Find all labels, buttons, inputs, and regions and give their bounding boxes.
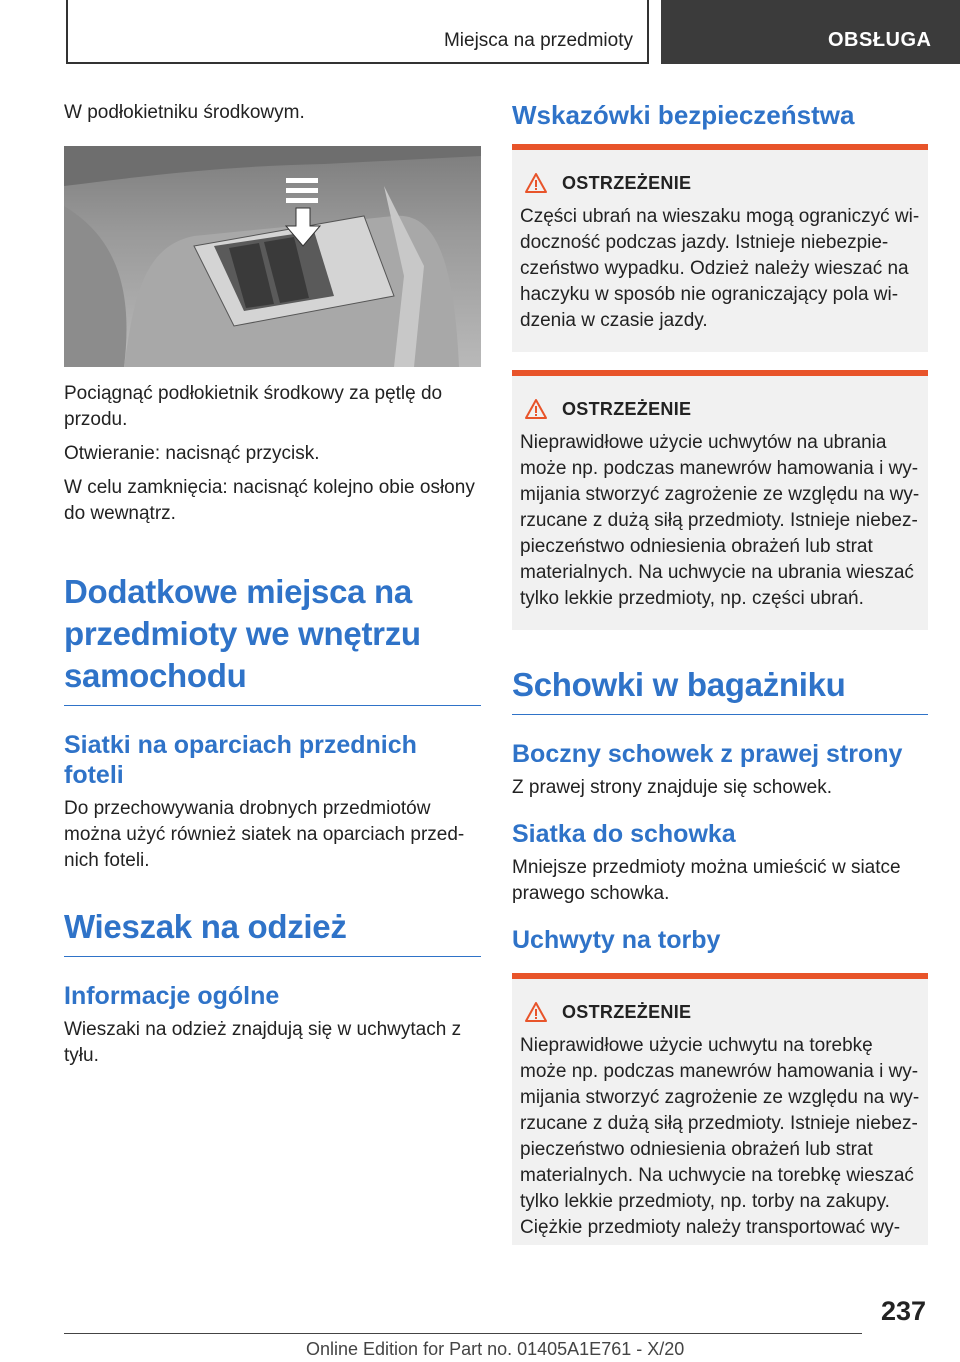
seat-nets-text: Do przechowywania drobnych przedmiotów można użyć również siatek na oparciach przednich foteli. (64, 798, 465, 871)
warning-text: Nieprawidłowe użycie uchwytów na ubrania może np. podczas manewrów hamowania i wymijania stworzyć zagrożenie ze względu na wyrzucane z dużą siłą przedmioty. Istnieje niebezpieczeństwo odniesienia obrażeń lub strat materialnych. Na uchwycie na ubrania wieszać tylko lekkie przedmioty, np. części ubrań. (520, 432, 920, 609)
page-number: 237 (880, 1296, 926, 1326)
heading-safety-notes: Wskazówki bezpieczeństwa (512, 100, 855, 130)
warning-box (512, 973, 928, 1245)
opening-text: Otwieranie: nacisnąć przycisk. (64, 443, 320, 464)
right-column (512, 100, 928, 1245)
warning-title: OSTRZEŻENIE (562, 1001, 692, 1022)
warning-box (512, 144, 928, 352)
armrest-figure (64, 146, 481, 367)
closing-text: W celu zamknięcia: nacisnąć kolejno obie osłony do wewnątrz. (64, 477, 475, 524)
warning-text: Części ubrań na wieszaku mogą ograniczyć widoczność podczas jazdy. Istnieje niebezpieczeństwo wypadku. Odzież należy wieszać na haczyku w sposób nie ograniczający pola widzenia w czasie jazdy. (520, 206, 920, 331)
heading-additional-storage: Dodatkowe miejsca na przedmioty we wnętrzu samochodu (64, 571, 481, 706)
warning-header (520, 1001, 920, 1023)
warning-header (520, 398, 920, 420)
header-section-box (66, 0, 649, 64)
right-side-storage-text: Z prawej strony znajduje się schowek. (512, 777, 832, 798)
warning-triangle-icon (524, 1001, 548, 1023)
armrest-illustration (64, 146, 481, 367)
storage-net-text: Mniejsze przedmioty można umieścić w siatce prawego schowka. (512, 857, 901, 904)
heading-clothes-hanger: Wieszak na odzież (64, 906, 481, 957)
left-column (64, 100, 481, 1077)
footer-edition: Online Edition for Part no. 01405A1E761 - X/20 (306, 1339, 685, 1359)
heading-bag-hooks: Uchwyty na torby (512, 926, 721, 954)
header-section-title: Miejsca na przedmioty (443, 30, 633, 51)
warning-title: OSTRZEŻENIE (562, 398, 692, 419)
intro-text: W podłokietniku środkowym. (64, 102, 305, 123)
footer-divider (64, 1333, 862, 1334)
warning-header (520, 172, 920, 194)
warning-text: Nieprawidłowe użycie uchwytu na torebkę może np. podczas manewrów hamowania i wymijania stworzyć zagrożenie ze względu na wyrzucane z dużą siłą przedmioty. Istnieje niebezpieczeństwo odniesienia obrażeń lub strat materialnych. Na uchwycie na torebkę wieszać tylko lekkie przedmioty, np. torby na zakupy. Ciężkie przedmioty należy transportować wy- (520, 1035, 920, 1238)
warning-triangle-icon (524, 398, 548, 420)
header-chapter-title: OBSŁUGA (828, 29, 932, 51)
heading-storage-net: Siatka do schowka (512, 820, 736, 848)
general-info-text: Wieszaki na odzież znajdują się w uchwytach z tyłu. (64, 1019, 462, 1066)
heading-right-side-storage: Boczny schowek z prawej strony (512, 740, 903, 768)
header-chapter-tab (661, 0, 960, 64)
heading-seat-nets: Siatki na oparciach przednich foteli (64, 731, 417, 789)
warning-box (512, 370, 928, 630)
heading-trunk-storage: Schowki w bagażniku (512, 664, 928, 715)
warning-title: OSTRZEŻENIE (562, 172, 692, 193)
warning-triangle-icon (524, 172, 548, 194)
heading-general-info: Informacje ogólne (64, 982, 280, 1010)
pull-armrest-text: Pociągnąć podłokietnik środkowy za pętlę do przodu. (64, 383, 443, 430)
